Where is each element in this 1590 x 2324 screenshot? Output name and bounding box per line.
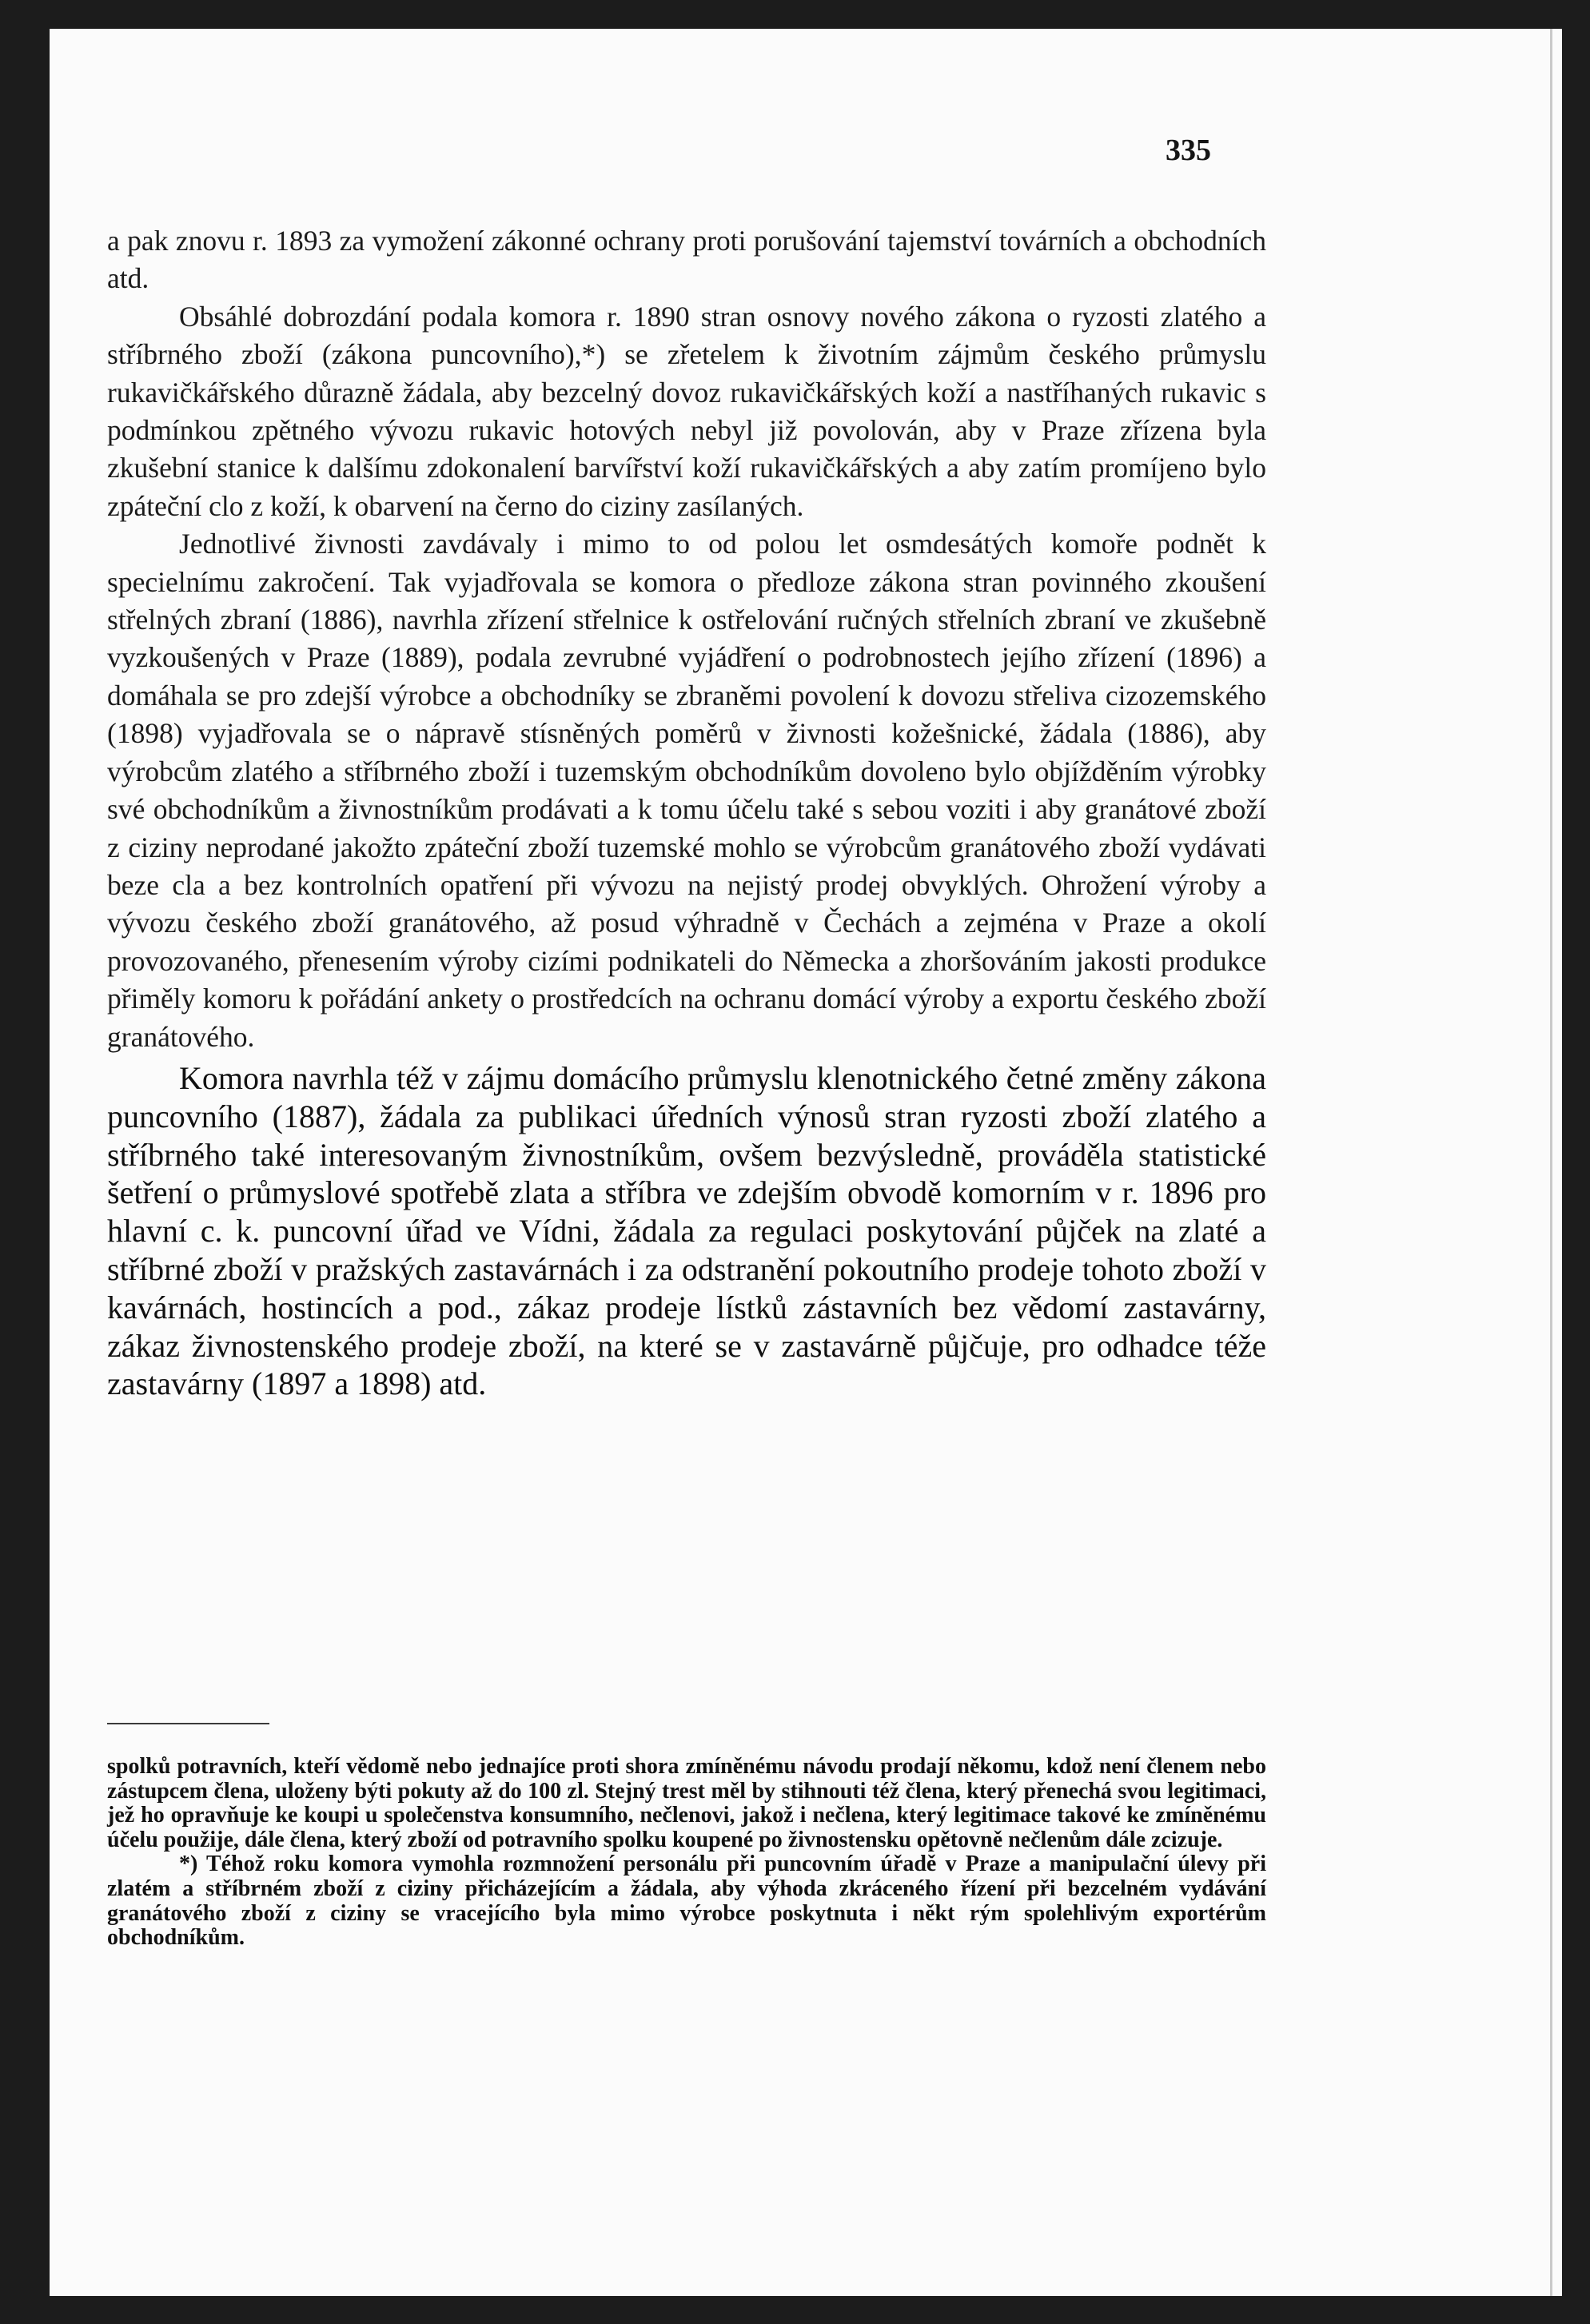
footnote-continuation: spolků potravních, kteří vědomě nebo jednajíce proti shora zmíněnému návodu prodají někomu, kdož není členem nebo zástupcem člena, uloženy býti pokuty až do 100 zl. Stejný trest měl by stihnouti též člena, který přenechá svou legitimaci, jež ho opravňuje ke koupi u společenstva konsumního, nečlenovi, jakož i nečlena, který legitimace takové ke zmíněnému účelu použije, dále člena, který zboží od potravního spolku koupené po živnostensku opětovně nečlenům dále zcizuje.	[107, 1754, 1266, 1852]
paragraph-3: Jednotlivé živnosti zavdávaly i mimo to od polou let osmdesátých komoře podnět k specielnímu zakročení. Tak vyjadřovala se komora o předloze zákona stran povinného zkoušení střelných zbraní (1886), navrhla zřízení střelnice k ostřelování ručných střelních zbraní ve zkušebně vyzkoušených v Praze (1889), podala zevrubné vyjádření o podrobnostech jejího zřízení (1896) a domáhala se pro zdejší výrobce a obchodníky se zbraněmi povolení k dovozu střeliva cizozemského (1898) vyjadřovala se o nápravě stísněných poměrů v živnosti kožešnické, žádala (1886), aby výrobcům zlatého a stříbrného zboží i tuzemským obchodníkům dovoleno bylo objížděním výrobky své obchodníkům a živnostníkům prodávati a k tomu účelu také s sebou voziti i aby granátové zboží z ciziny neprodané jakožto zpáteční zboží tuzemské mohlo se výrobcům granátového zboží vydávati beze cla a bez kontrolních opatření při vývozu na nejistý prodej obvyklých. Ohrožení výroby a vývozu českého zboží granátového, až posud výhradně v Čechách a zejména v Praze a okolí provozovaného, přenesením výroby cizími podnikateli do Německa a zhoršováním jakosti produkce přiměly komoru k pořádání ankety o prostředcích na ochranu domácí výroby a exportu českého zboží granátového.	[107, 528, 1266, 1053]
footnotes	[107, 1755, 1266, 1951]
body-text	[107, 222, 1266, 1403]
page-number: 335	[1166, 134, 1211, 167]
page-edge-line	[1550, 29, 1552, 2296]
footnote-asterisk: *) Téhož roku komora vymohla rozmnožení personálu při puncovním úřadě v Praze a manipulační úlevy při zlatém a stříbrném zboží z ciziny přicházejícím a žádala, aby výhoda zkráceného řízení při bezcelném vydávání granátového zboží z ciziny se vracejícího byla mimo výrobce poskytnuta i někt rým spolehlivým exportérům obchodníkům.	[107, 1852, 1266, 1951]
footnote-divider	[107, 1723, 269, 1724]
paragraph-2: Obsáhlé dobrozdání podala komora r. 1890 stran osnovy nového zákona o ryzosti zlatého a stříbrného zboží (zákona puncovního),*) se zřetelem k životním zájmům českého průmyslu rukavičkářského důrazně žádala, aby bezcelný dovoz rukavičkářských koží a nastříhaných rukavic s podmínkou zpětného vývozu rukavic hotových nebyl již povolován, aby v Praze zřízena byla zkušební stanice k dalšímu zdokonalení barvířství koží rukavičkářských a aby zatím promíjeno bylo zpáteční clo z koží, k obarvení na černo do ciziny zasílaných.	[107, 300, 1266, 522]
paragraph-4: Komora navrhla též v zájmu domácího průmyslu klenotnického četné změny zákona puncovního (1887), žádala za publikaci úředních výnosů stran ryzosti zboží zlatého a stříbrného také interesovaným živnostníkům, ovšem bezvýsledně, prováděla statistické šetření o průmyslové spotřebě zlata a stříbra ve zdejším obvodě komorním v r. 1896 pro hlavní c. k. puncovní úřad ve Vídni, žádala za regulaci poskytování půjček na zlaté a stříbrné zboží v pražských zastavárnách i za odstranění pokoutního prodeje tohoto zboží v kavárnách, hostincích a pod., zákaz prodeje lístků zástavních bez vědomí zastavárny, zákaz živnostenského prodeje zboží, na které se v zastavárně půjčuje, pro odhadce téže zastavárny (1897 a 1898) atd.	[107, 1059, 1266, 1402]
paragraph-1: a pak znovu r. 1893 za vymožení zákonné ochrany proti porušování tajemství továrních a obchodních atd.	[107, 225, 1266, 295]
